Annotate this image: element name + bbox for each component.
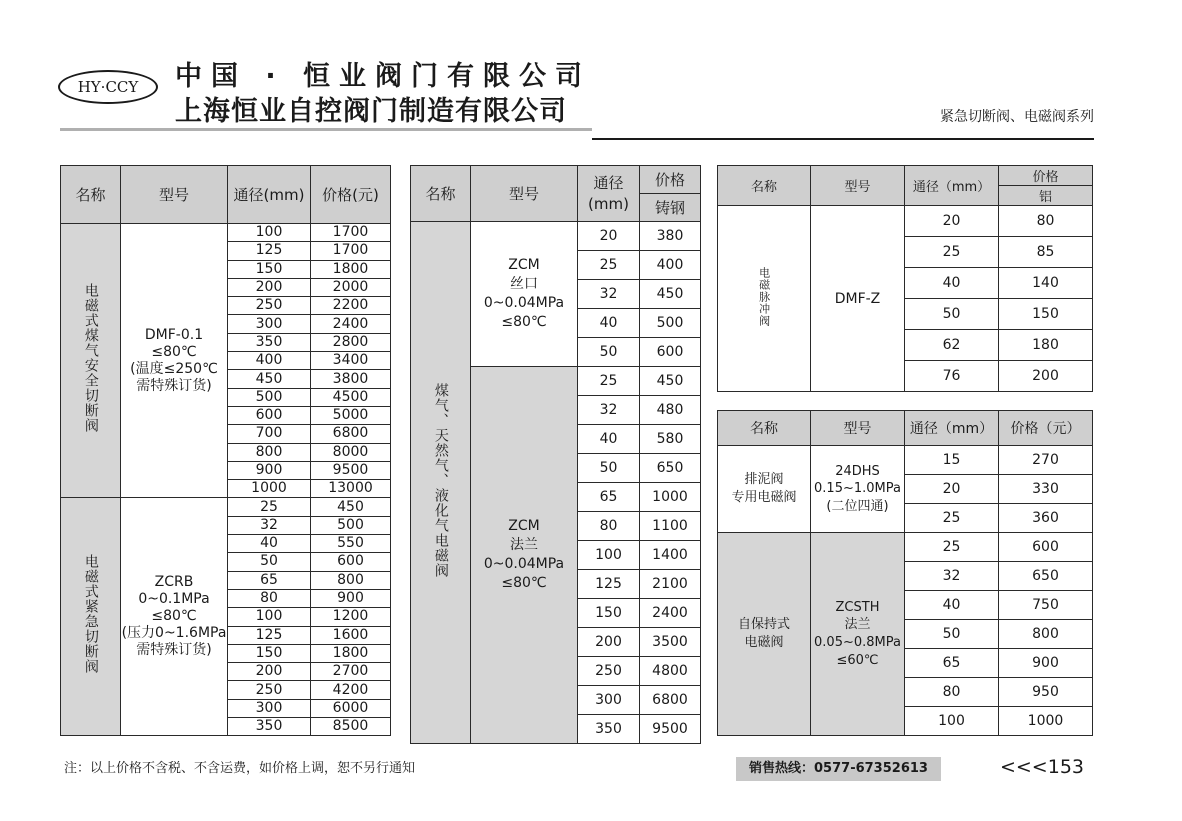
price-cell: 450 bbox=[640, 367, 701, 396]
table-header-row bbox=[718, 166, 1093, 186]
header-model: 型号 bbox=[121, 166, 228, 224]
product-name: 电磁式煤气安全切断阀 bbox=[82, 283, 99, 434]
diameter-cell: 350 bbox=[578, 715, 640, 744]
diameter-cell: 25 bbox=[905, 533, 999, 562]
model-spec-line: (二位四通) bbox=[826, 498, 889, 514]
price-cell: 450 bbox=[640, 280, 701, 309]
price-cell: 1100 bbox=[640, 512, 701, 541]
price-cell: 2000 bbox=[311, 278, 391, 296]
model-spec bbox=[121, 224, 228, 498]
sales-hotline: 销售热线：0577-67352613 bbox=[736, 757, 941, 781]
table-row bbox=[718, 206, 1093, 237]
diameter-cell: 600 bbox=[228, 406, 311, 424]
title-underline bbox=[60, 128, 592, 131]
price-cell: 2100 bbox=[640, 570, 701, 599]
logo-text: HY·CCY bbox=[77, 78, 139, 96]
diameter-cell: 300 bbox=[578, 686, 640, 715]
diameter-cell: 40 bbox=[905, 268, 999, 299]
diameter-cell: 15 bbox=[905, 446, 999, 475]
diameter-cell: 20 bbox=[578, 222, 640, 251]
header-material: 铸钢 bbox=[640, 194, 701, 222]
model-spec-line: 0.05~0.8MPa bbox=[814, 635, 901, 650]
price-cell: 1400 bbox=[640, 541, 701, 570]
model-spec-line: 法兰 bbox=[844, 617, 871, 633]
price-cell: 270 bbox=[999, 446, 1093, 475]
diameter-cell: 900 bbox=[228, 461, 311, 479]
price-cell: 3400 bbox=[311, 352, 391, 370]
table-header-row bbox=[718, 411, 1093, 446]
model-spec-line: 需特殊订货) bbox=[136, 377, 212, 394]
header-diameter: 通径(mm) bbox=[578, 166, 640, 222]
table-row bbox=[61, 498, 391, 516]
diameter-cell: 25 bbox=[905, 237, 999, 268]
product-name: 煤气、天然气、液化气电磁阀 bbox=[432, 383, 449, 578]
price-cell: 1600 bbox=[311, 626, 391, 644]
diameter-cell: 250 bbox=[578, 657, 640, 686]
table-gas-solenoid-valves bbox=[410, 165, 701, 744]
diameter-cell: 125 bbox=[228, 242, 311, 260]
diameter-cell: 150 bbox=[228, 644, 311, 662]
company-title-line2: 上海恒业自控阀门制造有限公司 bbox=[175, 96, 567, 127]
diameter-cell: 100 bbox=[578, 541, 640, 570]
price-cell: 13000 bbox=[311, 480, 391, 498]
diameter-cell: 50 bbox=[905, 299, 999, 330]
price-note: 注：以上价格不含税、不含运费，如价格上调，恕不另行通知 bbox=[64, 761, 416, 776]
model-spec: DMF-Z bbox=[811, 206, 905, 392]
diameter-cell: 20 bbox=[905, 206, 999, 237]
header-model: 型号 bbox=[811, 411, 905, 446]
price-cell: 400 bbox=[640, 251, 701, 280]
price-cell: 3800 bbox=[311, 370, 391, 388]
diameter-cell: 40 bbox=[905, 591, 999, 620]
diameter-cell: 800 bbox=[228, 443, 311, 461]
diameter-cell: 100 bbox=[228, 608, 311, 626]
product-name-line: 专用电磁阀 bbox=[731, 490, 797, 505]
model-spec-line: (压力0~1.6MPa bbox=[121, 625, 227, 642]
price-cell: 1000 bbox=[999, 707, 1093, 736]
price-cell: 650 bbox=[640, 454, 701, 483]
price-cell: 550 bbox=[311, 535, 391, 553]
header-price: 价格 bbox=[999, 166, 1093, 186]
price-cell: 6800 bbox=[311, 425, 391, 443]
table-body bbox=[411, 222, 701, 744]
diameter-cell: 25 bbox=[578, 367, 640, 396]
diameter-cell: 50 bbox=[228, 553, 311, 571]
product-name bbox=[718, 533, 811, 736]
diameter-cell: 100 bbox=[905, 707, 999, 736]
diameter-cell: 250 bbox=[228, 297, 311, 315]
table-pulse-valves bbox=[717, 165, 1093, 392]
model-spec bbox=[811, 446, 905, 533]
product-name: 电磁脉冲阀 bbox=[757, 267, 771, 327]
header-material: 铝 bbox=[999, 186, 1093, 206]
model-spec-line: ≤80℃ bbox=[501, 313, 547, 330]
company-logo bbox=[58, 70, 158, 104]
price-cell: 1700 bbox=[311, 224, 391, 242]
diameter-cell: 250 bbox=[228, 681, 311, 699]
product-name-cell bbox=[61, 224, 121, 498]
price-cell: 500 bbox=[640, 309, 701, 338]
price-cell: 500 bbox=[311, 516, 391, 534]
header-price: 价格(元) bbox=[311, 166, 391, 224]
table-header-row bbox=[61, 166, 391, 224]
diameter-cell: 200 bbox=[228, 663, 311, 681]
product-name-line: 电磁阀 bbox=[744, 635, 784, 650]
model-spec-line: 24DHS bbox=[835, 463, 880, 479]
model-spec-line: ≤80℃ bbox=[151, 608, 197, 625]
model-spec-line: ZCM bbox=[508, 257, 540, 274]
product-name-cell bbox=[718, 206, 811, 392]
model-spec-line: ZCRB bbox=[154, 574, 194, 591]
model-spec-line: 需特殊订货) bbox=[136, 642, 212, 659]
price-cell: 950 bbox=[999, 678, 1093, 707]
diameter-cell: 50 bbox=[905, 620, 999, 649]
diameter-cell: 500 bbox=[228, 388, 311, 406]
diameter-cell: 32 bbox=[228, 516, 311, 534]
price-cell: 4200 bbox=[311, 681, 391, 699]
diameter-cell: 40 bbox=[228, 535, 311, 553]
model-spec-line: ZCM bbox=[508, 518, 540, 535]
model-spec-line: 0.15~1.0MPa bbox=[814, 481, 901, 497]
diameter-cell: 150 bbox=[578, 599, 640, 628]
price-cell: 450 bbox=[311, 498, 391, 516]
model-spec-line: 0~0.1MPa bbox=[138, 591, 210, 608]
price-cell: 750 bbox=[999, 591, 1093, 620]
price-cell: 580 bbox=[640, 425, 701, 454]
product-name-line: 自保持式 bbox=[737, 617, 790, 633]
company-title-line1: 中国 · 恒业阀门有限公司 bbox=[175, 61, 592, 92]
table-body bbox=[718, 446, 1093, 736]
diameter-cell: 125 bbox=[228, 626, 311, 644]
table-gas-safety-shutoff-valves bbox=[60, 165, 391, 736]
diameter-cell: 200 bbox=[578, 628, 640, 657]
diameter-cell: 32 bbox=[578, 280, 640, 309]
diameter-cell: 80 bbox=[905, 678, 999, 707]
price-cell: 650 bbox=[999, 562, 1093, 591]
model-spec-line: 0~0.04MPa bbox=[483, 556, 565, 572]
header-diameter: 通径（mm） bbox=[905, 411, 999, 446]
model-spec bbox=[811, 533, 905, 736]
price-cell: 3500 bbox=[640, 628, 701, 657]
price-cell: 180 bbox=[999, 330, 1093, 361]
diameter-cell: 25 bbox=[228, 498, 311, 516]
page-number: <<<153 bbox=[999, 756, 1084, 778]
price-cell: 2200 bbox=[311, 297, 391, 315]
price-cell: 140 bbox=[999, 268, 1093, 299]
table-header-row bbox=[411, 166, 701, 194]
price-cell: 150 bbox=[999, 299, 1093, 330]
header-diameter: 通径（mm） bbox=[905, 166, 999, 206]
price-cell: 8000 bbox=[311, 443, 391, 461]
price-cell: 1800 bbox=[311, 644, 391, 662]
table-body bbox=[61, 224, 391, 736]
price-cell: 5000 bbox=[311, 406, 391, 424]
diameter-cell: 20 bbox=[905, 475, 999, 504]
diameter-cell: 1000 bbox=[228, 480, 311, 498]
diameter-cell: 65 bbox=[578, 483, 640, 512]
diameter-cell: 350 bbox=[228, 718, 311, 736]
diameter-cell: 76 bbox=[905, 361, 999, 392]
price-cell: 330 bbox=[999, 475, 1093, 504]
price-cell: 600 bbox=[311, 553, 391, 571]
model-spec-line: DMF-0.1 bbox=[144, 326, 204, 343]
product-name-line: 排泥阀 bbox=[744, 472, 784, 488]
model-spec bbox=[471, 222, 578, 367]
table-body bbox=[718, 206, 1093, 392]
product-name: 电磁式紧急切断阀 bbox=[82, 554, 99, 675]
price-cell: 600 bbox=[640, 338, 701, 367]
diameter-cell: 50 bbox=[578, 338, 640, 367]
model-spec-line: 法兰 bbox=[510, 537, 538, 554]
price-cell: 1000 bbox=[640, 483, 701, 512]
table-row bbox=[61, 224, 391, 242]
diameter-cell: 65 bbox=[905, 649, 999, 678]
diameter-cell: 40 bbox=[578, 309, 640, 338]
model-spec-line: ZCSTH bbox=[835, 599, 880, 615]
diameter-cell: 25 bbox=[905, 504, 999, 533]
header-rule bbox=[592, 138, 1094, 140]
header-price: 价格（元） bbox=[999, 411, 1093, 446]
price-cell: 9500 bbox=[640, 715, 701, 744]
model-spec-line: 丝口 bbox=[510, 276, 538, 293]
product-name-cell bbox=[411, 222, 471, 744]
price-cell: 2700 bbox=[311, 663, 391, 681]
price-cell: 4500 bbox=[311, 388, 391, 406]
header-model: 型号 bbox=[811, 166, 905, 206]
diameter-cell: 200 bbox=[228, 278, 311, 296]
table-row bbox=[718, 446, 1093, 475]
diameter-cell: 100 bbox=[228, 224, 311, 242]
diameter-cell: 150 bbox=[228, 260, 311, 278]
price-cell: 200 bbox=[999, 361, 1093, 392]
product-name-cell bbox=[61, 498, 121, 736]
price-cell: 360 bbox=[999, 504, 1093, 533]
diameter-cell: 32 bbox=[578, 396, 640, 425]
price-cell: 900 bbox=[999, 649, 1093, 678]
header-name: 名称 bbox=[411, 166, 471, 222]
price-cell: 6000 bbox=[311, 699, 391, 717]
diameter-cell: 80 bbox=[578, 512, 640, 541]
diameter-cell: 50 bbox=[578, 454, 640, 483]
diameter-cell: 700 bbox=[228, 425, 311, 443]
diameter-cell: 32 bbox=[905, 562, 999, 591]
price-cell: 380 bbox=[640, 222, 701, 251]
price-cell: 1200 bbox=[311, 608, 391, 626]
price-cell: 2400 bbox=[640, 599, 701, 628]
header-name: 名称 bbox=[718, 166, 811, 206]
model-spec-line: ≤80℃ bbox=[501, 574, 547, 591]
price-cell: 8500 bbox=[311, 718, 391, 736]
header-price: 价格 bbox=[640, 166, 701, 194]
price-cell: 2800 bbox=[311, 333, 391, 351]
diameter-cell: 125 bbox=[578, 570, 640, 599]
price-cell: 900 bbox=[311, 589, 391, 607]
diameter-cell: 25 bbox=[578, 251, 640, 280]
table-row bbox=[718, 533, 1093, 562]
model-spec-line: 0~0.04MPa bbox=[483, 295, 565, 311]
model-spec bbox=[121, 498, 228, 736]
model-spec bbox=[471, 367, 578, 744]
price-cell: 80 bbox=[999, 206, 1093, 237]
diameter-cell: 80 bbox=[228, 589, 311, 607]
model-spec-line: ≤80℃ bbox=[151, 343, 197, 360]
price-cell: 480 bbox=[640, 396, 701, 425]
price-cell: 800 bbox=[999, 620, 1093, 649]
diameter-cell: 350 bbox=[228, 333, 311, 351]
diameter-cell: 400 bbox=[228, 352, 311, 370]
header-diameter: 通径(mm) bbox=[228, 166, 311, 224]
price-cell: 600 bbox=[999, 533, 1093, 562]
header-name: 名称 bbox=[718, 411, 811, 446]
price-cell: 4800 bbox=[640, 657, 701, 686]
price-cell: 800 bbox=[311, 571, 391, 589]
model-spec-line: ≤60℃ bbox=[836, 652, 879, 668]
price-cell: 1800 bbox=[311, 260, 391, 278]
diameter-cell: 65 bbox=[228, 571, 311, 589]
product-name bbox=[718, 446, 811, 533]
price-cell: 6800 bbox=[640, 686, 701, 715]
product-series-label: 紧急切断阀、电磁阀系列 bbox=[940, 109, 1094, 125]
price-cell: 85 bbox=[999, 237, 1093, 268]
table-row bbox=[411, 222, 701, 251]
diameter-cell: 300 bbox=[228, 315, 311, 333]
header-name: 名称 bbox=[61, 166, 121, 224]
price-cell: 2400 bbox=[311, 315, 391, 333]
price-cell: 1700 bbox=[311, 242, 391, 260]
diameter-cell: 300 bbox=[228, 699, 311, 717]
table-special-solenoid-valves bbox=[717, 410, 1093, 736]
diameter-cell: 40 bbox=[578, 425, 640, 454]
model-spec-line: (温度≤250℃ bbox=[130, 360, 218, 377]
diameter-cell: 450 bbox=[228, 370, 311, 388]
price-cell: 9500 bbox=[311, 461, 391, 479]
diameter-cell: 62 bbox=[905, 330, 999, 361]
header-model: 型号 bbox=[471, 166, 578, 222]
